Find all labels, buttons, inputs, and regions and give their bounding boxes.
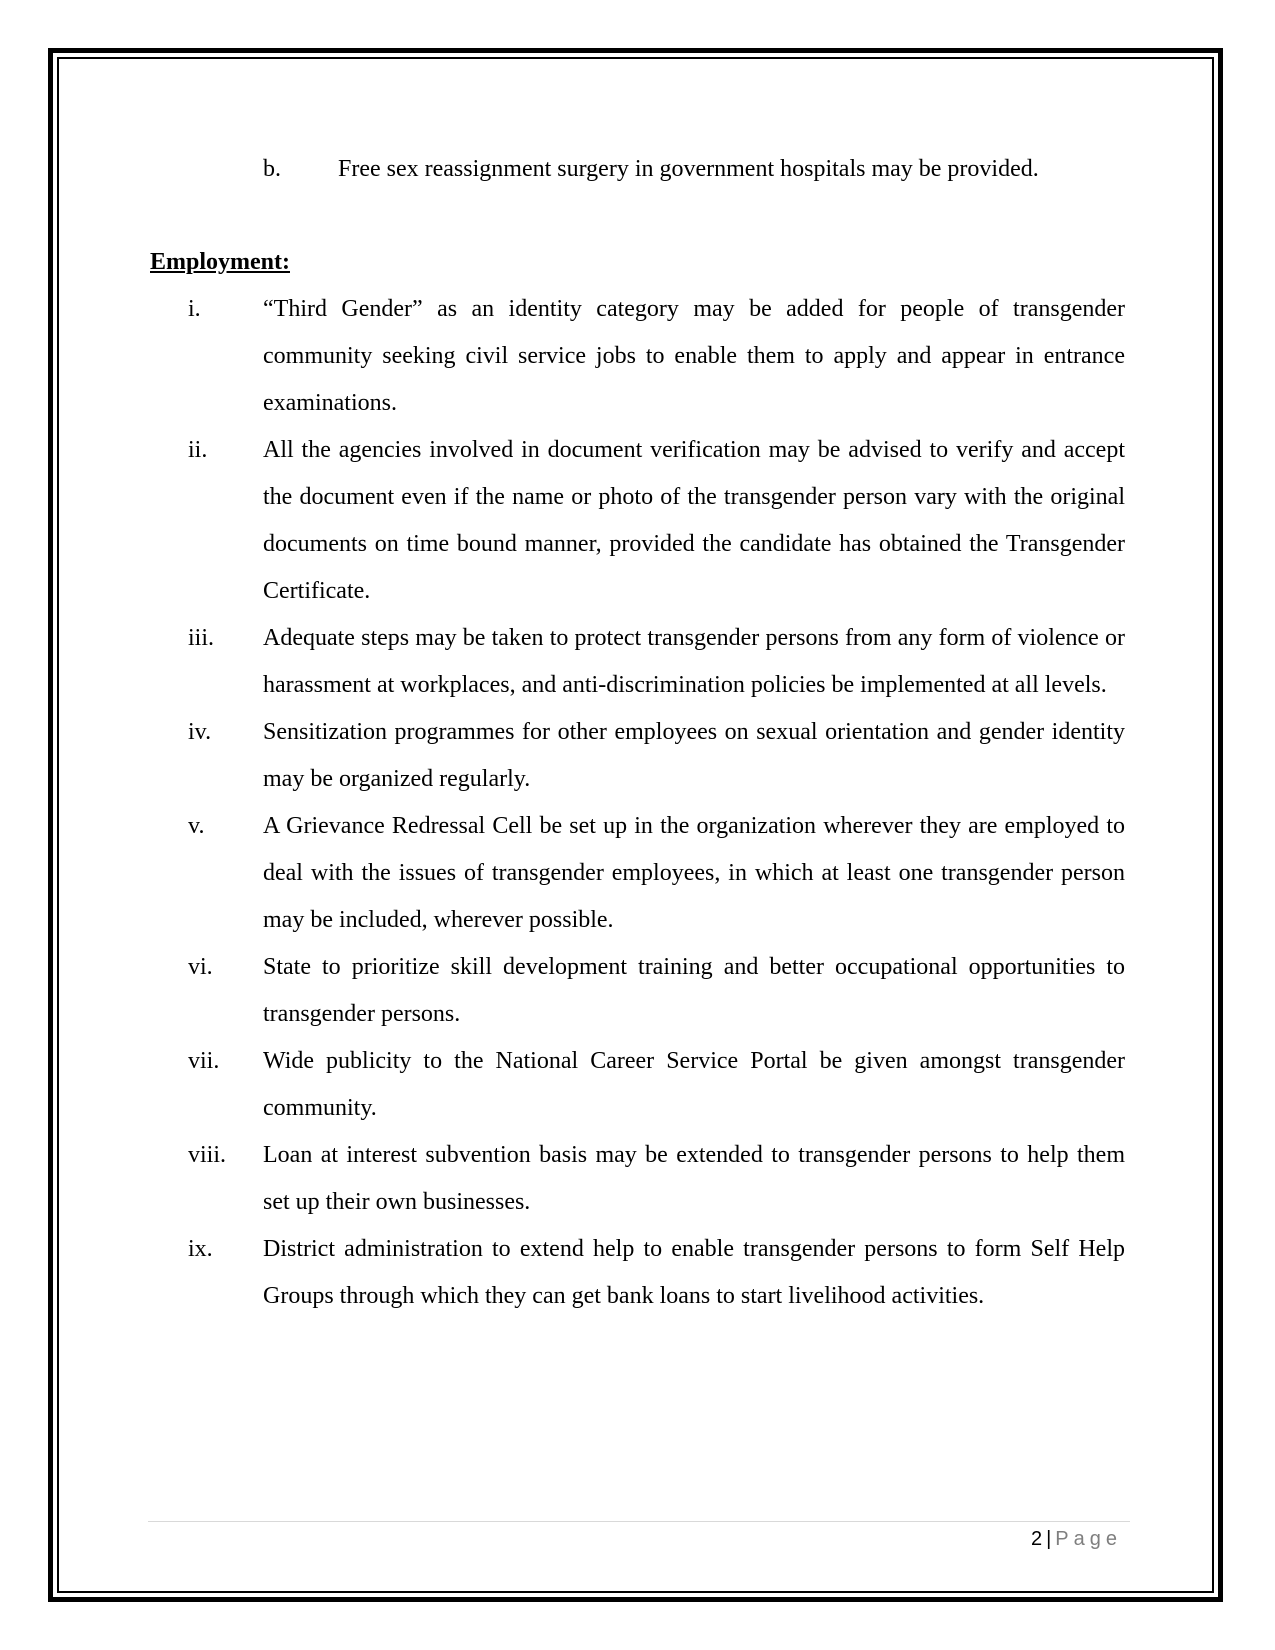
list-marker: iv. [188,719,212,745]
list-item-text: All the agencies involved in document verification may be advised to verify and accept the document even if the name or photo of the transgender person vary with the original documents on time bound manner, provided the candidate has obtained the Transgender Certificate. [263,437,1125,604]
list-marker: viii. [188,1142,227,1168]
list-item-text: Sensitization programmes for other employees on sexual orientation and gender identity may be organized regularly. [263,719,1125,792]
list-item [150,1226,1125,1320]
list-item [150,1038,1125,1132]
list-item [150,944,1125,1038]
list-item-text: State to prioritize skill development training and better occupational opportunities to transgender persons. [263,954,1125,1027]
list-item-text: Adequate steps may be taken to protect transgender persons from any form of violence or harassment at workplaces, and anti-discrimination policies be implemented at all levels. [263,625,1125,698]
list-item-text: “Third Gender” as an identity category may be added for people of transgender community seeking civil service jobs to enable them to apply and appear in entrance examinations. [263,296,1125,416]
list-marker: v. [188,813,205,839]
footer-separator: | [1046,1528,1052,1550]
list-marker: vi. [188,954,213,980]
page-content [150,146,1125,1320]
list-marker: iii. [188,625,215,651]
list-marker: b. [263,156,281,182]
list-item-text: District administration to extend help to enable transgender persons to form Self Help Groups through which they can get bank loans to start livelihood activities. [263,1236,1125,1309]
list-item [150,615,1125,709]
list-item-text: Wide publicity to the National Career Service Portal be given amongst transgender community. [263,1048,1125,1121]
list-item-text: Loan at interest subvention basis may be extended to transgender persons to help them set up their own businesses. [263,1142,1125,1215]
list-item [150,709,1125,803]
list-marker: ix. [188,1236,213,1262]
list-marker: i. [188,296,201,322]
page-footer [900,1524,1122,1554]
continued-list-item [150,146,1125,193]
list-marker: vii. [188,1048,220,1074]
list-item-text: A Grievance Redressal Cell be set up in the organization wherever they are employed to deal with the issues of transgender employees, in which at least one transgender person may be included, wherever possible. [263,813,1125,933]
footer-divider [148,1521,1130,1522]
list-item [150,427,1125,615]
list-item [150,1132,1125,1226]
list-item-text: Free sex reassignment surgery in government hospitals may be provided. [338,156,1039,182]
section-heading: Employment: [150,249,290,275]
list-marker: ii. [188,437,208,463]
page-label: Page [1055,1528,1122,1550]
employment-list [150,286,1125,1320]
page-number: 2 [1030,1528,1043,1550]
list-item [150,803,1125,944]
list-item [150,286,1125,427]
